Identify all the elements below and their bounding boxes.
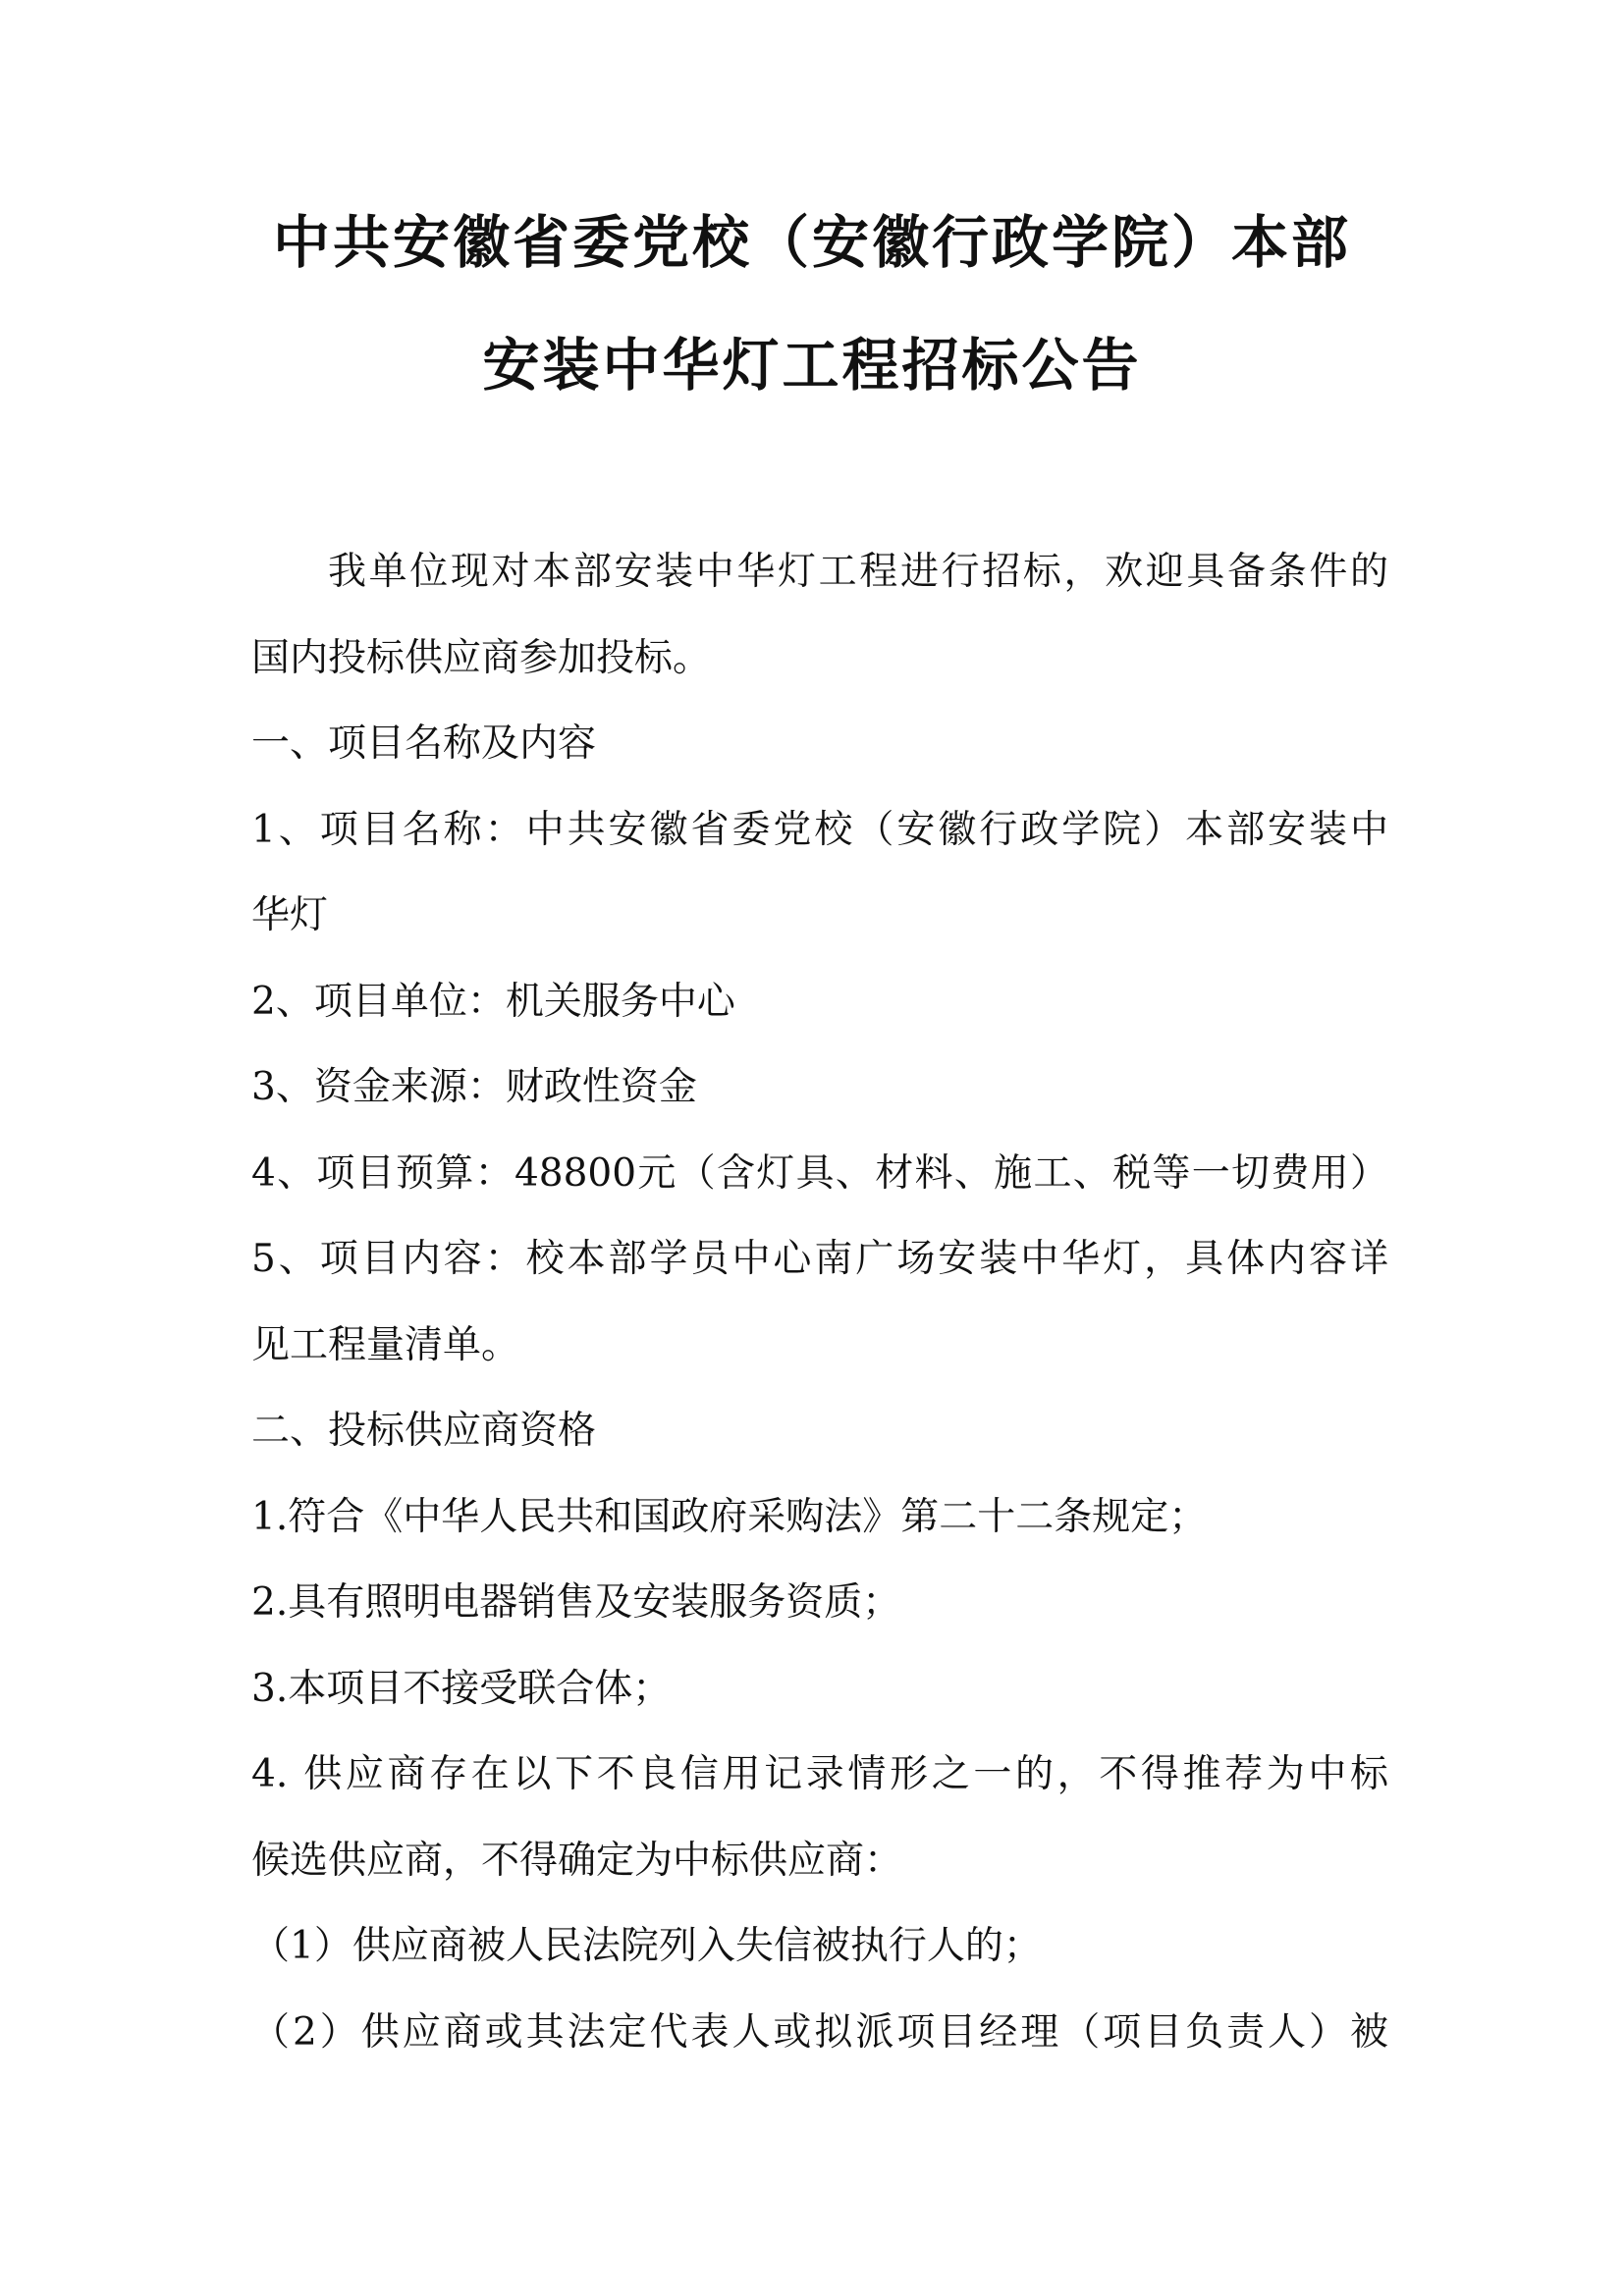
list-item <box>251 1044 1388 1131</box>
section-project-info <box>251 701 1388 1388</box>
title-line-1: 中共安徽省委党校（安徽行政学院）本部 <box>272 209 1351 276</box>
section-bidder-qualification <box>251 1388 1388 2075</box>
list-item <box>251 1732 1388 1903</box>
section-heading: 二、投标供应商资格 <box>251 1409 597 1453</box>
item-line: 2、项目单位：机关服务中心 <box>251 979 735 1024</box>
item-line: 候选供应商，不得确定为中标供应商： <box>251 1838 903 1883</box>
item-line: 4. 供应商存在以下不良信用记录情形之一的，不得推荐为中标 <box>251 1752 1388 1796</box>
sub-list-item <box>251 1903 1388 1990</box>
item-line: 华灯 <box>251 893 329 937</box>
title-line-2: 安装中华灯工程招标公告 <box>482 332 1142 399</box>
document-title <box>0 182 1624 427</box>
item-line: 5、项目内容：校本部学员中心南广场安装中华灯，具体内容详 <box>251 1237 1388 1281</box>
intro-line: 国内投标供应商参加投标。 <box>251 635 712 680</box>
intro-paragraph <box>251 529 1388 701</box>
item-line: 1.符合《中华人民共和国政府采购法》第二十二条规定； <box>251 1494 1208 1539</box>
list-item <box>251 1474 1388 1561</box>
sub-item-line: （1）供应商被人民法院列入失信被执行人的； <box>251 1924 1042 1968</box>
item-line: 3.本项目不接受联合体； <box>251 1666 672 1711</box>
list-item <box>251 787 1388 959</box>
item-line: 见工程量清单。 <box>251 1322 520 1367</box>
list-item <box>251 1216 1388 1388</box>
intro-line: 我单位现对本部安装中华灯工程进行招标，欢迎具备条件的 <box>328 550 1388 594</box>
list-item <box>251 1560 1388 1646</box>
item-line: 3、资金来源：财政性资金 <box>251 1065 697 1109</box>
list-item <box>251 1646 1388 1733</box>
sub-item-line: （2）供应商或其法定代表人或拟派项目经理（项目负责人）被 <box>251 2009 1388 2055</box>
item-line: 2.具有照明电器销售及安装服务资质； <box>251 1580 901 1625</box>
document-body <box>251 529 1388 2075</box>
list-item <box>251 959 1388 1045</box>
list-item <box>251 1131 1388 1217</box>
item-line: 1、项目名称：中共安徽省委党校（安徽行政学院）本部安装中 <box>251 807 1388 852</box>
sub-list-item <box>251 1990 1388 2076</box>
item-line: 4、项目预算：48800元（含灯具、材料、施工、税等一切费用） <box>251 1150 1388 1196</box>
section-heading: 一、项目名称及内容 <box>251 721 597 766</box>
